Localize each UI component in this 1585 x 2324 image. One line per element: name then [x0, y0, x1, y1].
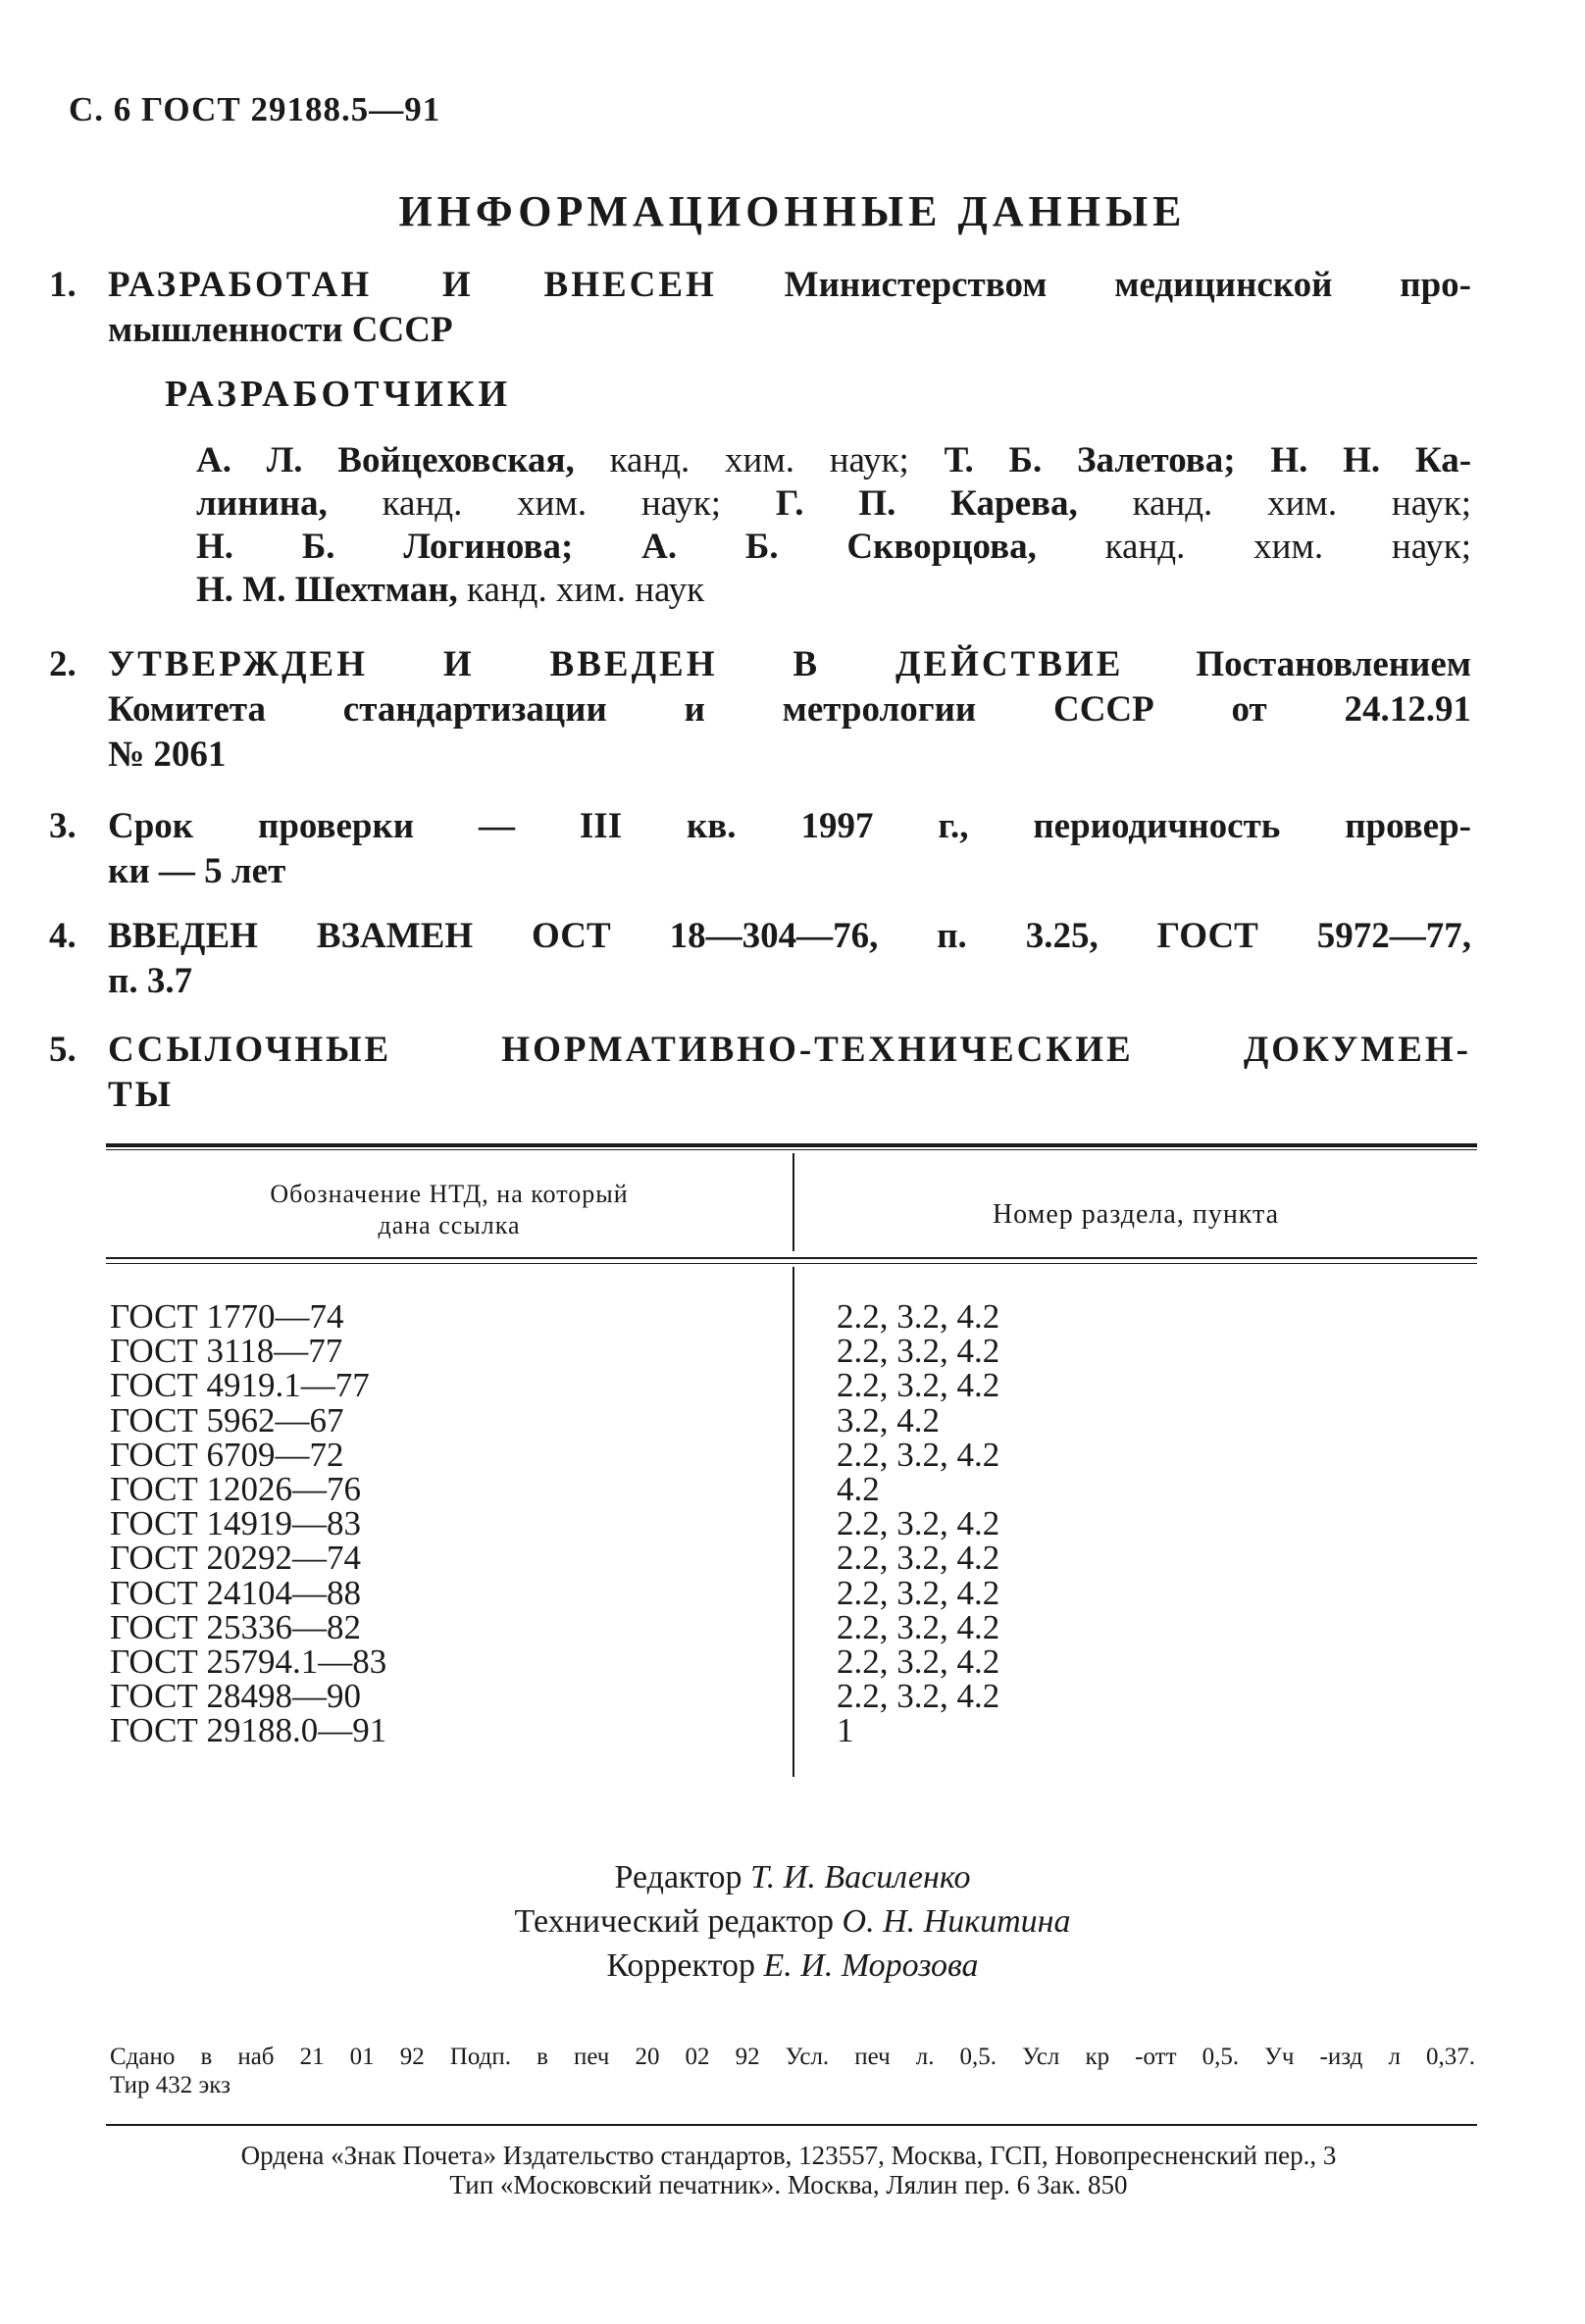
item-3-line-2: ки — 5 лет: [108, 851, 286, 891]
item-2-text: Постановлением: [1196, 644, 1472, 684]
item-3-number: 3.: [49, 806, 77, 846]
table-cell-sections: 2.2, 3.2, 4.2: [837, 1539, 1000, 1578]
table-cell-document: ГОСТ 29188.0—91: [110, 1711, 387, 1750]
item-1-caps: РАЗРАБОТАН И ВНЕСЕН: [108, 265, 717, 305]
developer-degree: канд. хим. наук;: [1104, 527, 1472, 567]
table-cell-sections: 2.2, 3.2, 4.2: [837, 1607, 1000, 1646]
table-cell-sections: 2.2, 3.2, 4.2: [837, 1332, 1000, 1371]
table-cell-document: ГОСТ 6709—72: [110, 1435, 344, 1474]
table-column-sections: [837, 1297, 1000, 1750]
item-1-line-1: [108, 263, 1471, 308]
item-5-number: 5.: [49, 1030, 77, 1070]
item-1-line-2: мышленности СССР: [108, 310, 453, 350]
credit-name: О. Н. Никитина: [842, 1903, 1071, 1940]
item-1-text: Министерством медицинской про-: [784, 265, 1471, 305]
table-cell-document: ГОСТ 28498—90: [110, 1677, 362, 1716]
table-top-rule: [106, 1143, 1477, 1147]
developer-degree: канд. хим. наук;: [382, 483, 722, 524]
credit-name: Т. И. Василенко: [750, 1859, 971, 1895]
item-2-line-2: Комитета стандартизации и метрологии СССР от 24.12.91: [108, 689, 1471, 730]
developers-line-2: [196, 482, 1471, 526]
credit-role: Корректор: [606, 1947, 755, 1984]
footer-rule: [106, 2124, 1477, 2126]
developer-name: Н. Н. Ка-: [1270, 440, 1472, 480]
footer-line-1: Ордена «Знак Почета» Издательство стандартов, 123557, Москва, ГСП, Новопресненский пер., 3: [240, 2141, 1337, 2170]
developer-name: Н. Б. Логинова;: [196, 527, 574, 567]
table-cell-sections: 2.2, 3.2, 4.2: [837, 1573, 1000, 1612]
table-column-documents: [110, 1297, 387, 1750]
developer-name: Н. М. Шехтман,: [196, 570, 458, 610]
table-body-divider: [792, 1267, 794, 1777]
table-header-right: Номер раздела, пункта: [992, 1199, 1280, 1230]
table-cell-document: ГОСТ 4919.1—77: [110, 1366, 370, 1405]
item-4-line-1: ВВЕДЕН ВЗАМЕН ОСТ 18—304—76, п. 3.25, ГОСТ 5972—77,: [108, 916, 1471, 956]
credit-editor: [0, 1855, 1585, 1899]
developer-name: А. Б. Скворцова,: [641, 527, 1037, 567]
item-4-number: 4.: [49, 916, 77, 956]
item-5-line-2: ТЫ: [108, 1075, 175, 1115]
item-4: [49, 914, 1471, 1004]
table-cell-sections: 2.2, 3.2, 4.2: [837, 1366, 1000, 1405]
developer-degree: канд. хим. наук: [467, 570, 705, 610]
developer-name: линина,: [196, 483, 328, 524]
table-cell-sections: 2.2, 3.2, 4.2: [837, 1677, 1000, 1716]
item-4-line-2: п. 3.7: [108, 961, 193, 1001]
table-header-rule: [106, 1257, 1477, 1259]
publisher-footer: [102, 2141, 1475, 2199]
table-cell-sections: 1: [837, 1711, 854, 1750]
developers-list: [196, 439, 1471, 612]
table-header-left: [106, 1179, 792, 1241]
table-cell-sections: 2.2, 3.2, 4.2: [837, 1297, 1000, 1336]
developer-degree: канд. хим. наук;: [609, 440, 909, 480]
table-cell-document: ГОСТ 1770—74: [110, 1297, 344, 1336]
item-5-line-1: ССЫЛОЧНЫЕ НОРМАТИВНО-ТЕХНИЧЕСКИЕ ДОКУМЕН-: [108, 1030, 1471, 1070]
table-cell-document: ГОСТ 20292—74: [110, 1539, 362, 1578]
table-cell-sections: 2.2, 3.2, 4.2: [837, 1504, 1000, 1543]
table-top-rule-thin: [106, 1149, 1477, 1150]
credits: [0, 1855, 1585, 1988]
item-2-caps: УТВЕРЖДЕН И ВВЕДЕН В ДЕЙСТВИЕ: [108, 644, 1124, 684]
table-cell-document: ГОСТ 24104—88: [110, 1573, 362, 1612]
table-cell-document: ГОСТ 25336—82: [110, 1607, 362, 1646]
credit-role: Технический редактор: [514, 1903, 835, 1940]
credit-tech-editor: [0, 1899, 1585, 1944]
imprint-line-1: Сдано в наб 21 01 92 Подп. в печ 20 02 92 Усл. печ л. 0,5. Усл кр -отт 0,5. Уч -изд л 0,37.: [110, 2044, 1475, 2070]
credit-corrector: [0, 1944, 1585, 1988]
table-cell-document: ГОСТ 25794.1—83: [110, 1642, 387, 1681]
imprint-line-2: Тир 432 экз: [110, 2072, 230, 2098]
page-title: ИНФОРМАЦИОННЫЕ ДАННЫЕ: [398, 187, 1187, 235]
table-cell-sections: 2.2, 3.2, 4.2: [837, 1435, 1000, 1474]
item-3-line-1: Срок проверки — III кв. 1997 г., периодичность провер-: [108, 806, 1471, 846]
item-1-number: 1.: [49, 265, 77, 305]
developer-degree: канд. хим. наук;: [1132, 483, 1472, 524]
table-cell-sections: 4.2: [837, 1469, 880, 1508]
item-3: [49, 804, 1471, 894]
item-2-number: 2.: [49, 644, 77, 684]
developers-line-4: [196, 569, 1471, 612]
item-2-line-1: [108, 642, 1471, 687]
item-2: [49, 642, 1472, 778]
developers-heading: РАЗРАБОТЧИКИ: [165, 374, 512, 415]
page-header: С. 6 ГОСТ 29188.5—91: [69, 90, 441, 128]
table-header-left-line-2: дана ссылка: [378, 1211, 521, 1239]
developer-name: А. Л. Войцеховская,: [196, 440, 575, 480]
table-cell-document: ГОСТ 14919—83: [110, 1504, 362, 1543]
table-header-rule-thin: [106, 1263, 1477, 1264]
table-header-left-line-1: Обозначение НТД, на который: [270, 1180, 629, 1208]
footer-line-2: Тип «Московский печатник». Москва, Лялин пер. 6 Зак. 850: [449, 2170, 1128, 2199]
table-cell-document: ГОСТ 5962—67: [110, 1400, 344, 1440]
credit-name: Е. И. Морозова: [763, 1947, 979, 1984]
table-cell-document: ГОСТ 3118—77: [110, 1332, 343, 1371]
table-cell-sections: 3.2, 4.2: [837, 1400, 940, 1440]
developers-line-3: [196, 526, 1471, 569]
developers-line-1: [196, 439, 1471, 482]
item-2-line-3: № 2061: [108, 734, 227, 775]
item-5: [49, 1028, 1471, 1118]
item-1: [49, 263, 1471, 353]
credit-role: Редактор: [614, 1859, 742, 1895]
table-cell-document: ГОСТ 12026—76: [110, 1469, 362, 1508]
developer-name: Т. Б. Залетова;: [944, 440, 1236, 480]
imprint: [110, 2043, 1475, 2099]
table-cell-sections: 2.2, 3.2, 4.2: [837, 1642, 1000, 1681]
developer-name: Г. П. Карева,: [775, 483, 1078, 524]
